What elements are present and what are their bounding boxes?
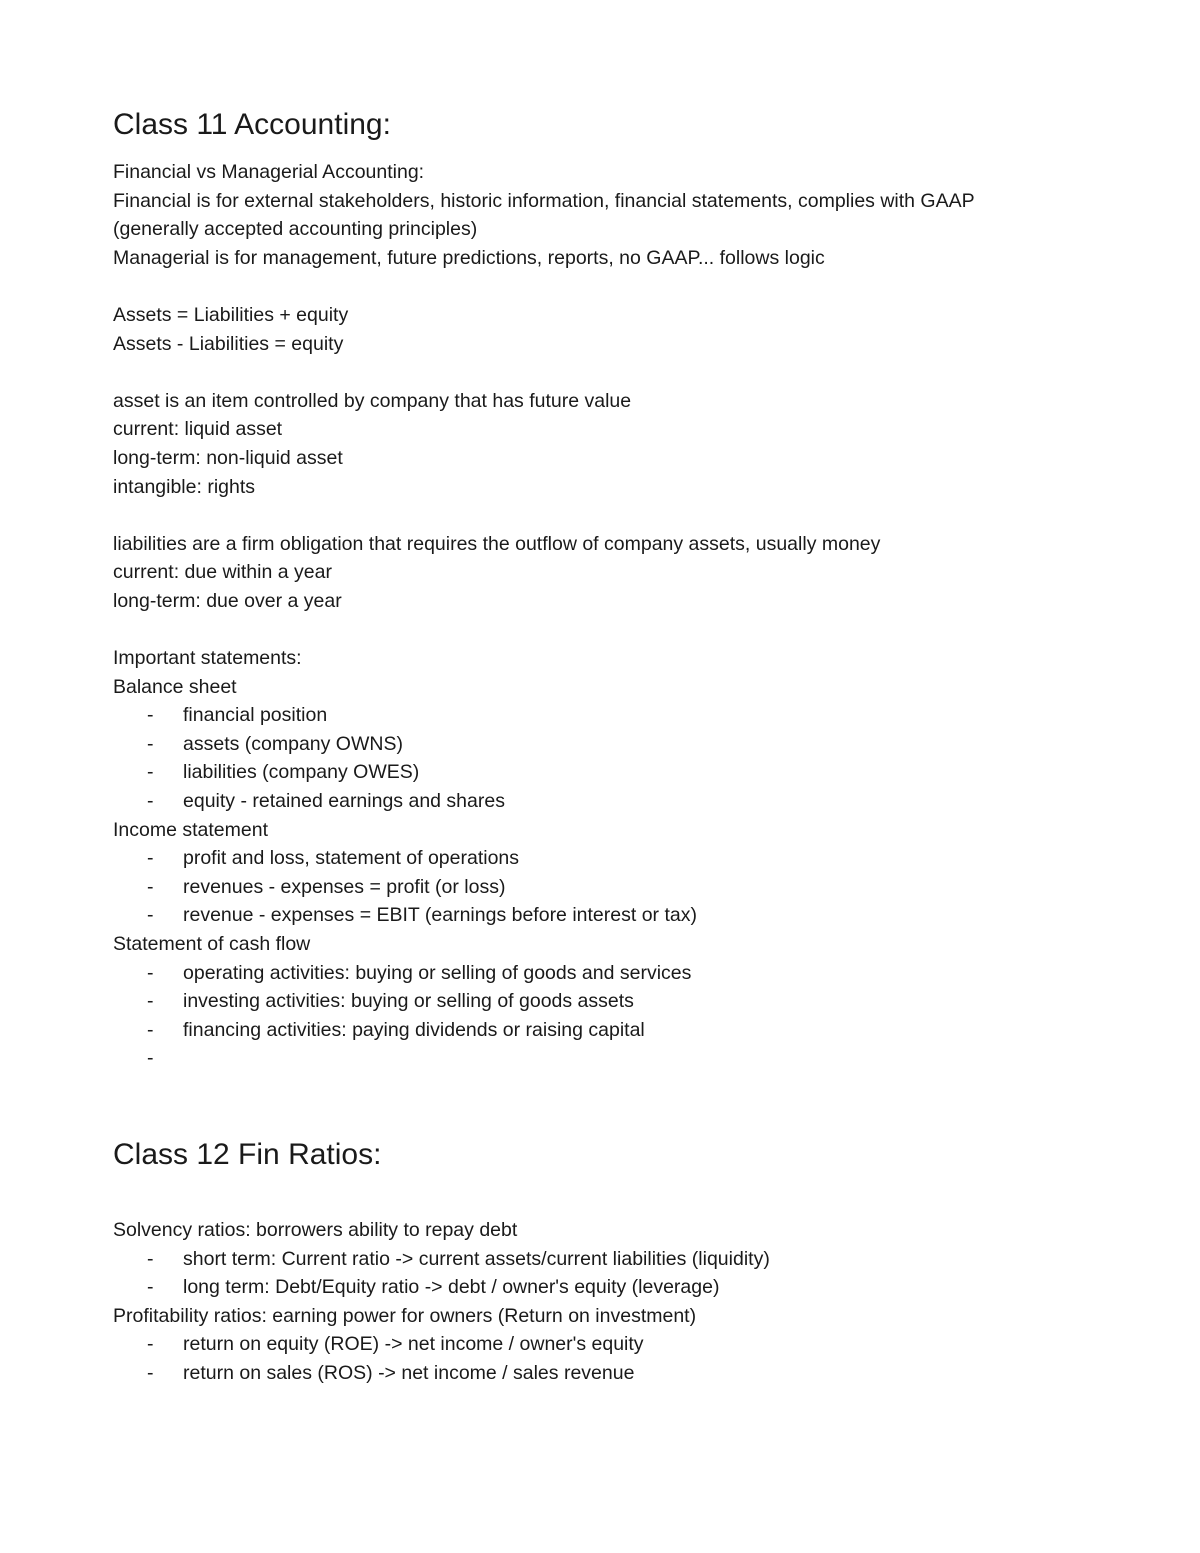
list-item (113, 959, 975, 988)
list-item (113, 787, 975, 816)
list-item-text: equity - retained earnings and shares (183, 790, 505, 813)
income-statement-label: Income statement (113, 818, 268, 841)
class12-body (113, 1216, 770, 1388)
spacer (113, 272, 975, 301)
liabilities-line: long-term: due over a year (113, 589, 342, 612)
list-item-text: financing activities: paying dividends or raising capital (183, 1018, 645, 1041)
solvency-label: Solvency ratios: borrowers ability to repay debt (113, 1219, 518, 1241)
list-item-text: return on equity (ROE) -> net income / owner's equity (183, 1333, 644, 1356)
intro-line: Financial vs Managerial Accounting: (113, 161, 425, 183)
bullet-dash: - (147, 1361, 154, 1384)
cash-flow-label: Statement of cash flow (113, 933, 311, 956)
list-item (113, 1044, 975, 1073)
list-item-text: assets (company OWNS) (183, 732, 403, 755)
list-item-text: investing activities: buying or selling of goods assets (183, 990, 634, 1013)
list-item (113, 758, 975, 787)
class11-body (113, 158, 975, 1073)
list-item-text: short term: Current ratio -> current assets/current liabilities (liquidity) (183, 1247, 770, 1270)
assets-line: asset is an item controlled by company that has future value (113, 389, 632, 412)
list-item (113, 730, 975, 759)
intro-line: (generally accepted accounting principles) (113, 218, 478, 241)
statements-label: Important statements: (113, 647, 302, 670)
list-item (113, 1245, 770, 1274)
list-item-text: liabilities (company OWES) (183, 761, 420, 784)
list-item (113, 1359, 770, 1388)
list-item (113, 873, 975, 902)
bullet-dash: - (147, 875, 154, 898)
intro-line: Managerial is for management, future predictions, reports, no GAAP... follows logic (113, 246, 825, 269)
liabilities-line: liabilities are a firm obligation that requires the outflow of company assets, usually money (113, 532, 881, 555)
list-item-text: return on sales (ROS) -> net income / sales revenue (183, 1361, 635, 1384)
bullet-dash: - (147, 732, 154, 755)
list-item-text: revenues - expenses = profit (or loss) (183, 875, 506, 898)
bullet-dash: - (147, 761, 154, 784)
bullet-dash: - (147, 1247, 154, 1270)
list-item-text: profit and loss, statement of operations (183, 847, 520, 870)
spacer (113, 358, 975, 387)
list-item (113, 1016, 975, 1045)
list-item (113, 701, 975, 730)
balance-sheet-label: Balance sheet (113, 675, 237, 698)
bullet-dash: - (147, 1333, 154, 1356)
class11-title: Class 11 Accounting: (113, 108, 391, 141)
list-item-text: long term: Debt/Equity ratio -> debt / owner's equity (leverage) (183, 1276, 720, 1299)
spacer (113, 616, 975, 645)
profitability-label: Profitability ratios: earning power for owners (Return on investment) (113, 1304, 697, 1327)
liabilities-line: current: due within a year (113, 561, 332, 584)
bullet-dash: - (147, 704, 154, 727)
list-item (113, 1273, 770, 1302)
bullet-dash: - (147, 990, 154, 1013)
list-item-text: operating activities: buying or selling of goods and services (183, 961, 692, 984)
equation-line: Assets = Liabilities + equity (113, 303, 349, 326)
assets-line: intangible: rights (113, 475, 256, 498)
bullet-dash: - (147, 904, 154, 927)
spacer (113, 501, 975, 530)
bullet-dash: - (147, 1276, 154, 1299)
list-item (113, 844, 975, 873)
intro-line: Financial is for external stakeholders, historic information, financial statements, complies with GAAP (113, 189, 975, 212)
list-item (113, 987, 975, 1016)
class12-title: Class 12 Fin Ratios: (113, 1138, 382, 1171)
bullet-dash: - (147, 847, 154, 870)
list-item (113, 901, 975, 930)
bullet-dash: - (147, 1047, 154, 1070)
equation-line: Assets - Liabilities = equity (113, 332, 344, 355)
assets-line: long-term: non-liquid asset (113, 446, 343, 469)
list-item (113, 1330, 770, 1359)
assets-line: current: liquid asset (113, 418, 283, 441)
bullet-dash: - (147, 790, 154, 813)
bullet-dash: - (147, 961, 154, 984)
bullet-dash: - (147, 1018, 154, 1041)
list-item-text: financial position (183, 704, 328, 727)
list-item-text: revenue - expenses = EBIT (earnings before interest or tax) (183, 904, 697, 927)
